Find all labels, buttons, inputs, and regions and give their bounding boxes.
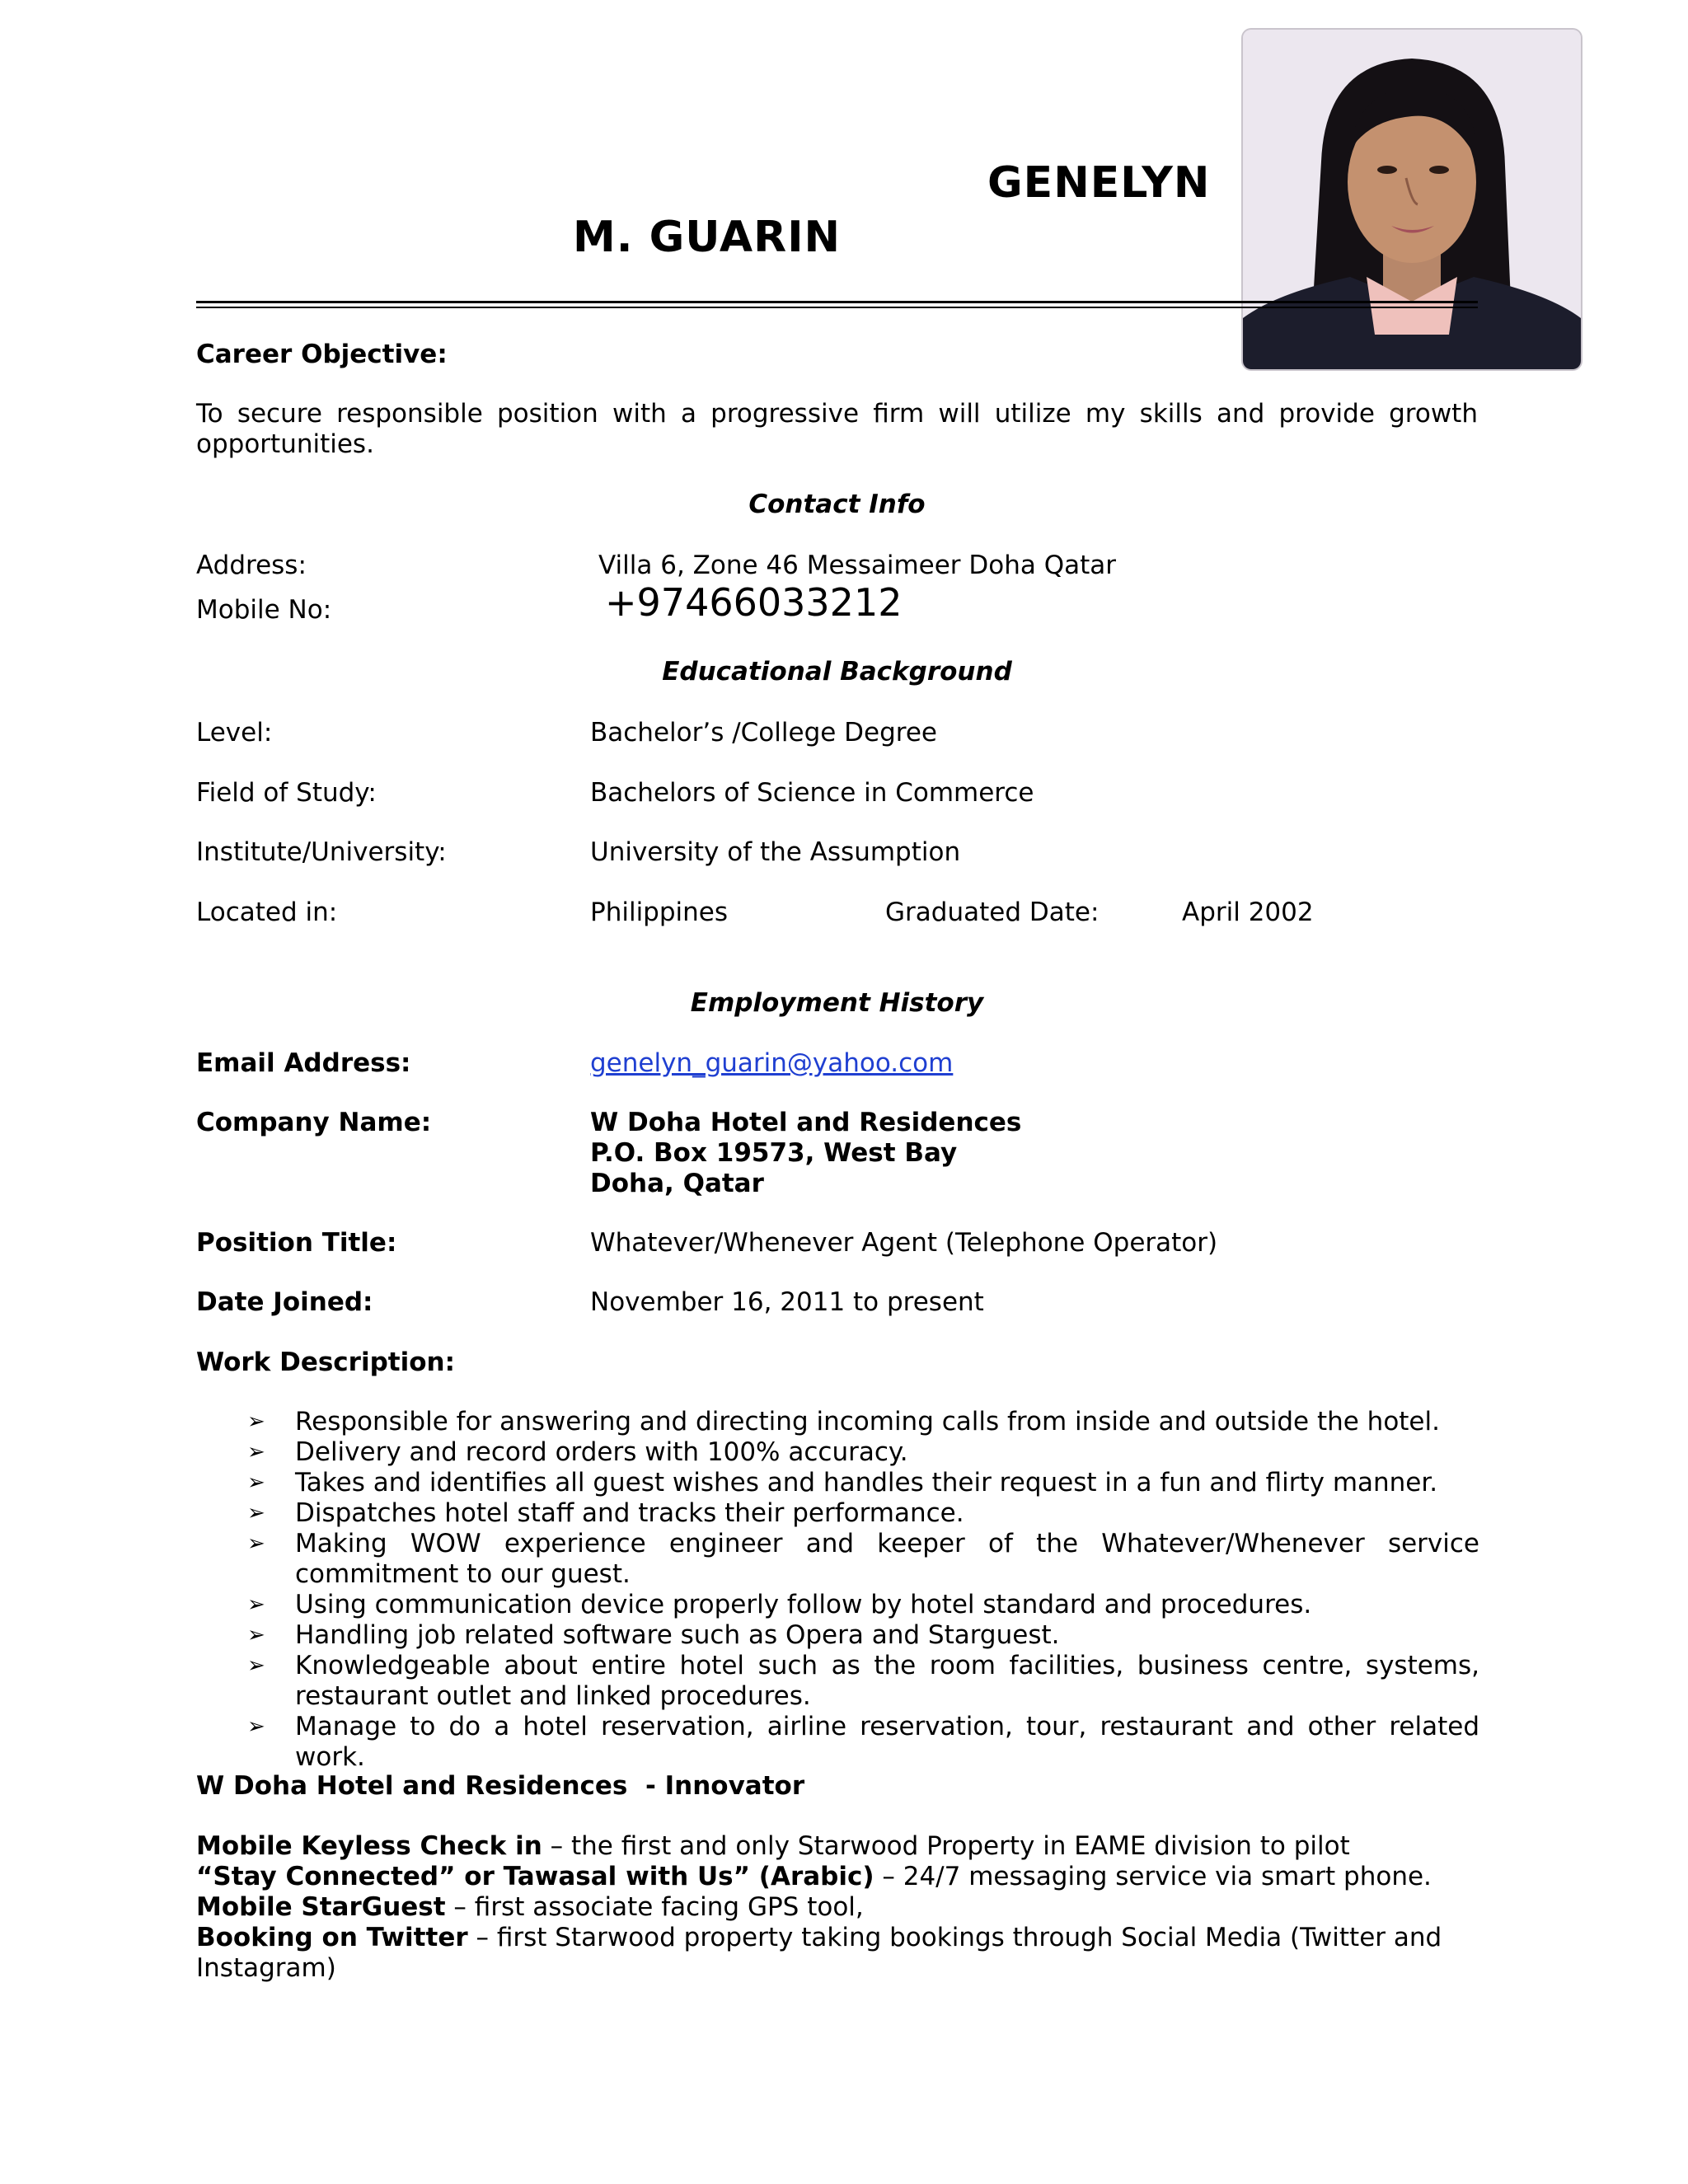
- level-value: Bachelor’s /College Degree: [590, 718, 937, 748]
- email-label: Email Address:: [196, 1048, 411, 1078]
- list-item: ➢ Responsible for answering and directing incoming calls from inside and outside the hotel.: [247, 1407, 1440, 1436]
- mobile-label: Mobile No:: [196, 595, 332, 625]
- arrow-bullet-icon: ➢: [247, 1531, 265, 1556]
- list-item: Mobile StarGuest – first associate facing GPS tool,: [196, 1892, 864, 1922]
- graduated-value: April 2002: [1182, 898, 1314, 927]
- address-label: Address:: [196, 551, 307, 580]
- field-of-study-value: Bachelors of Science in Commerce: [590, 778, 1034, 808]
- graduated-label: Graduated Date:: [885, 898, 1100, 927]
- arrow-bullet-icon: ➢: [247, 1470, 265, 1495]
- institute-label: Institute/University:: [196, 837, 447, 867]
- position-value: Whatever/Whenever Agent (Telephone Operator): [590, 1228, 1218, 1258]
- institute-value: University of the Assumption: [590, 837, 961, 867]
- company-name: W Doha Hotel and Residences: [590, 1108, 1022, 1137]
- date-joined-label: Date Joined:: [196, 1287, 373, 1317]
- arrow-bullet-icon: ➢: [247, 1592, 265, 1617]
- contact-info-heading: Contact Info: [748, 490, 926, 519]
- list-item: ➢ Handling job related software such as Opera and Starguest.: [247, 1620, 1060, 1650]
- list-item: “Stay Connected” or Tawasal with Us” (Arabic) – 24/7 messaging service via smart phone.: [196, 1862, 1432, 1891]
- company-label: Company Name:: [196, 1108, 432, 1137]
- list-item: ➢ Using communication device properly follow by hotel standard and procedures.: [247, 1590, 1312, 1619]
- last-name: M. GUARIN: [573, 213, 842, 262]
- located-label: Located in:: [196, 898, 338, 927]
- education-heading: Educational Background: [662, 657, 1012, 687]
- innovator-heading: W Doha Hotel and Residences - Innovator: [196, 1771, 805, 1801]
- address-value: Villa 6, Zone 46 Messaimeer Doha Qatar: [598, 551, 1117, 580]
- located-value: Philippines: [590, 898, 729, 927]
- list-item: Mobile Keyless Check in – the first and only Starwood Property in EAME division to pilot: [196, 1831, 1350, 1861]
- arrow-bullet-icon: ➢: [247, 1501, 265, 1526]
- list-item: ➢ Dispatches hotel staff and tracks their performance.: [247, 1498, 964, 1528]
- work-description-label: Work Description:: [196, 1347, 455, 1377]
- list-item: ➢ Making WOW experience engineer and keeper of the Whatever/Whenever service commitment to our guest.: [247, 1529, 1479, 1589]
- position-label: Position Title:: [196, 1228, 397, 1258]
- first-name: GENELYN: [987, 158, 1211, 208]
- innovator-list: [196, 1831, 1482, 1984]
- duties-list: [247, 1407, 1479, 1773]
- career-objective-line2: opportunities.: [196, 429, 374, 459]
- list-item: ➢ Delivery and record orders with 100% accuracy.: [247, 1437, 908, 1467]
- arrow-bullet-icon: ➢: [247, 1409, 265, 1434]
- career-objective-line1: To secure responsible position with a progressive firm will utilize my skills and provide growth: [196, 399, 1478, 429]
- list-item: ➢ Manage to do a hotel reservation, airline reservation, tour, restaurant and other related work.: [247, 1712, 1479, 1772]
- company-address: P.O. Box 19573, West Bay: [590, 1138, 958, 1168]
- arrow-bullet-icon: ➢: [247, 1714, 265, 1739]
- header-divider-thin: [196, 307, 1478, 308]
- level-label: Level:: [196, 718, 273, 748]
- list-item: ➢ Knowledgeable about entire hotel such as the room facilities, business centre, systems, restaurant outlet and linked procedures.: [247, 1651, 1479, 1711]
- company-city: Doha, Qatar: [590, 1169, 764, 1198]
- portrait-illustration: [1243, 30, 1581, 369]
- arrow-bullet-icon: ➢: [247, 1440, 265, 1465]
- list-item: ➢ Takes and identifies all guest wishes and handles their request in a fun and flirty manner.: [247, 1468, 1438, 1497]
- career-objective-heading: Career Objective:: [196, 340, 448, 369]
- list-item: Booking on Twitter – first Starwood property taking bookings through Social Media (Twitter and Instagram): [196, 1923, 1442, 1983]
- header-divider: [196, 301, 1478, 303]
- mobile-value: +97466033212: [605, 580, 903, 625]
- employment-heading: Employment History: [690, 988, 984, 1018]
- profile-photo: [1243, 30, 1581, 369]
- arrow-bullet-icon: ➢: [247, 1653, 265, 1678]
- date-joined-value: November 16, 2011 to present: [590, 1287, 984, 1317]
- field-of-study-label: Field of Study:: [196, 778, 377, 808]
- email-link[interactable]: genelyn_guarin@yahoo.com: [590, 1048, 954, 1078]
- arrow-bullet-icon: ➢: [247, 1623, 265, 1647]
